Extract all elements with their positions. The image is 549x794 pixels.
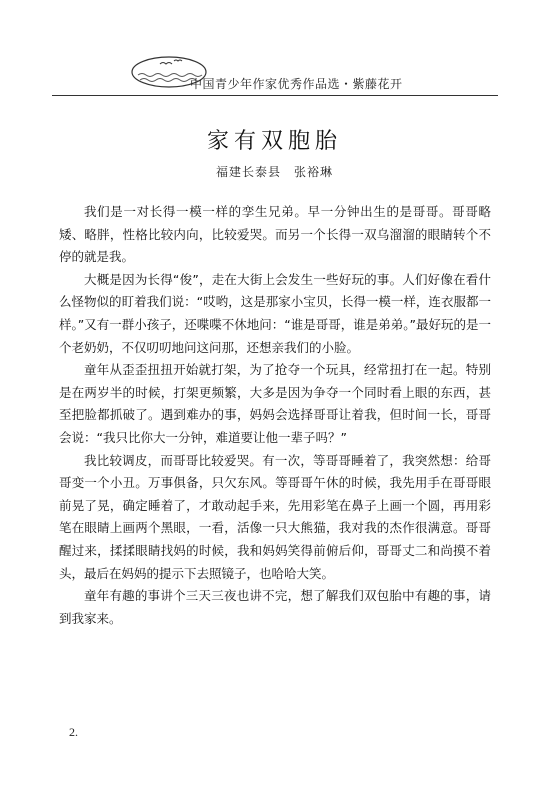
page-number: 2. — [69, 725, 78, 739]
header-rule — [52, 95, 498, 96]
paragraph: 大概是因为长得“俊”，走在大街上会发生一些好玩的事。人们好像在看什么怪物似的盯着我们说：“哎哟，这是那家小宝贝，长得一模一样，连衣服都一样。”又有一群小孩子，还喋喋不休地问：“谁是哥哥，谁是弟弟。”最好玩的是一个老奶奶，不仅叨叨地问这问那，还想亲我们的小脸。 — [59, 271, 491, 355]
paragraph: 童年有趣的事讲个三天三夜也讲不完，想了解我们双包胎中有趣的事，请到我家来。 — [59, 588, 491, 626]
paragraph: 童年从歪歪扭扭开始就打架，为了抢夺一个玩具，经常扭打在一起。特别是在两岁半的时候，打架更频繁，大多是因为争夺一个同时看上眼的东西，甚至把脸都抓破了。遇到难办的事，妈妈会选择哥哥让着我，但时间一长，哥哥会说：“我只比你大一分钟，难道要让他一辈子吗？” — [59, 362, 491, 445]
paragraph: 我们是一对长得一模一样的孪生兄弟。早一分钟出生的是哥哥。哥哥略矮、略胖，性格比较内向，比较爱哭。而另一个长得一双乌溜溜的眼睛转个不停的就是我。 — [59, 204, 491, 265]
article-byline: 福建长泰县 张裕琳 — [215, 165, 333, 179]
paragraph: 我比较调皮，而哥哥比较爱哭。有一次，等哥哥睡着了，我突然想：给哥哥变一个小丑。万事俱备，只欠东风。等哥哥午休的时候，我先用手在哥哥眼前晃了晃，确定睡着了，才敢动起手来，先用彩笔在鼻子上画一个圆，再用彩笔在眼睛上画两个黑眼，一看，活像一只大熊猫，我对我的杰作很满意。哥哥醒过来，揉揉眼睛找妈的时候，我和妈妈笑得前俯后仰，哥哥丈二和尚摸不着头，最后在妈妈的提示下去照镜子，也哈哈大笑。 — [59, 452, 491, 581]
article-title: 家有双胞胎 — [206, 129, 342, 154]
page-header — [52, 55, 498, 97]
article-body — [59, 201, 491, 630]
series-title: 中国青少年作家优秀作品选・紫藤花开 — [190, 77, 403, 91]
